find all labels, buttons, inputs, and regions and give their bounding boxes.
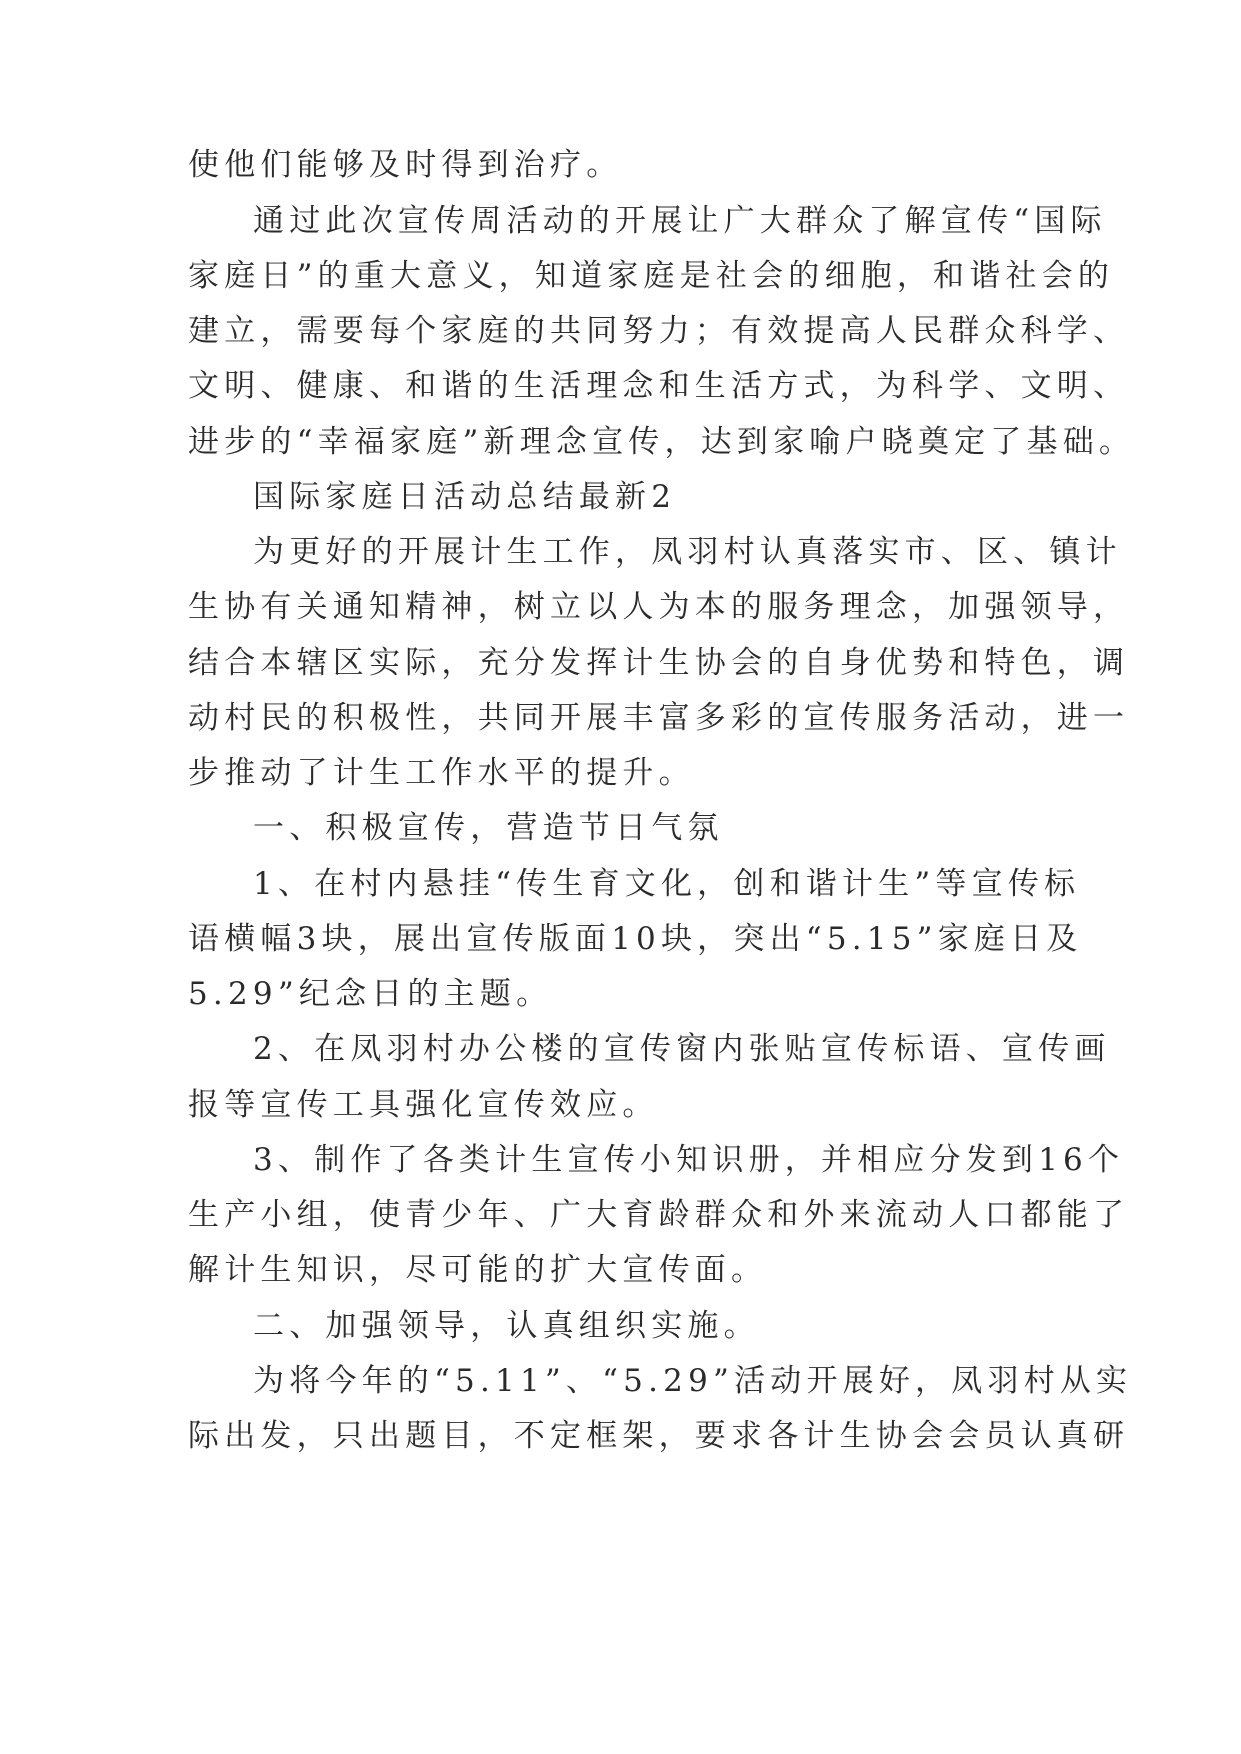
text-line: 2、在凤羽村办公楼的宣传窗内张贴宣传标语、宣传画 (253, 1031, 1111, 1067)
text-line: 际出发，只出题目，不定框架，要求各计生协会会员认真研 (188, 1418, 1130, 1454)
text-line: 通过此次宣传周活动的开展让广大群众了解宣传“国际 (253, 203, 1107, 239)
subsection-heading: 一、积极宣传，营造节日气氛 (253, 810, 724, 846)
text-line: 解计生知识，尽可能的扩大宣传面。 (188, 1252, 768, 1288)
text-line: 动村民的积极性，共同开展丰富多彩的宣传服务活动，进一 (188, 700, 1130, 736)
text-line: 进步的“幸福家庭”新理念宣传，达到家喻户晓奠定了基础。 (188, 424, 1136, 460)
text-line: 生协有关通知精神，树立以人为本的服务理念，加强领导， (188, 589, 1130, 625)
text-line: 生产小组，使青少年、广大育龄群众和外来流动人口都能了 (188, 1197, 1130, 1233)
text-line: 家庭日”的重大意义，知道家庭是社会的细胞，和谐社会的 (188, 258, 1115, 294)
text-line: 步推动了计生工作水平的提升。 (188, 755, 695, 791)
subsection-heading: 二、加强领导，认真组织实施。 (253, 1308, 760, 1344)
text-line: 语横幅3块，展出宣传版面10块，突出“5.15”家庭日及 (188, 921, 1083, 957)
text-line: 3、制作了各类计生宣传小知识册，并相应分发到16个 (253, 1142, 1125, 1178)
text-line: 报等宣传工具强化宣传效应。 (188, 1087, 659, 1123)
text-line: 使他们能够及时得到治疗。 (188, 147, 623, 183)
text-line: 1、在村内悬挂“传生育文化，创和谐计生”等宣传标 (253, 866, 1081, 902)
text-line: 为更好的开展计生工作，凤羽村认真落实市、区、镇计 (253, 534, 1122, 570)
text-line: 建立，需要每个家庭的共同努力；有效提高人民群众科学、 (188, 313, 1130, 349)
text-line: 为将今年的“5.11”、“5.29”活动开展好，凤羽村从实 (253, 1363, 1133, 1399)
text-line: 文明、健康、和谐的生活理念和生活方式，为科学、文明、 (188, 368, 1130, 404)
text-line: 5.29”纪念日的主题。 (188, 976, 553, 1012)
section-heading: 国际家庭日活动总结最新2 (253, 479, 677, 515)
text-line: 结合本辖区实际，充分发挥计生协会的自身优势和特色，调 (188, 645, 1130, 681)
